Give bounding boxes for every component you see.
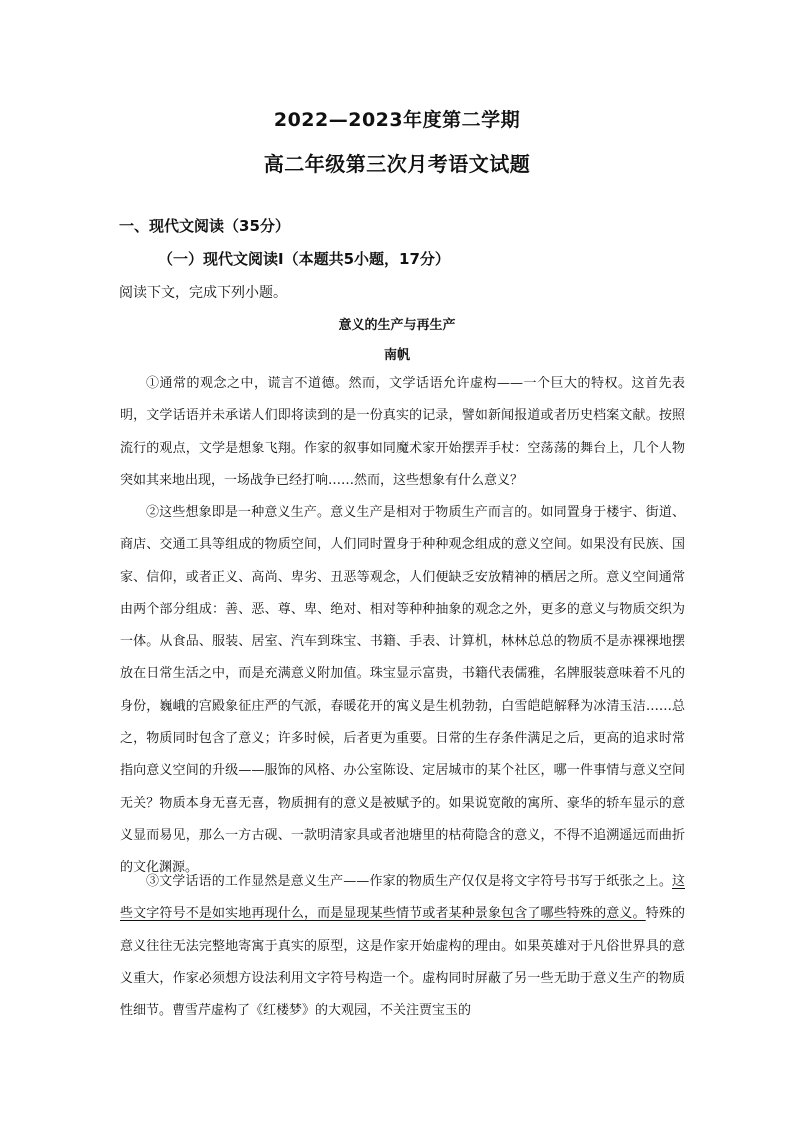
paragraph-text-start: ③文学话语的工作显然是意义生产——作家的物质生产仅仅是将文字符号书写于纸张之上。 bbox=[146, 874, 672, 889]
paragraph-text: ②这些想象即是一种意义生产。意义生产是相对于物质生产而言的。如同置身于楼宇、街道、商店、交通工具等组成的物质空间，人们同时置身于种种观念组成的意义空间。如果没有民族、国家、信仰，或者正义、高尚、卑劣、丑恶等观念，人们便缺乏安放精神的栖居之所。意义空间通常由两个部分组成：善、恶、尊、卑、绝对、相对等种种抽象的观念之外，更多的意义与物质交织为一体。从食品、服装、居室、汽车到珠宝、书籍、手表、计算机，林林总总的物质不是赤裸裸地摆放在日常生活之中，而是充满意义附加值。珠宝显示富贵，书籍代表儒雅，名牌服装意味着不凡的身份，巍峨的宫殿象征庄严的气派，春暖花开的寓义是生机勃勃，白雪皑皑解释为冰清玉洁……总之，物质同时包含了意义；许多时候，后者更为重要。日常的生存条件满足之后，更高的追求时常指向意义空间的升级——服饰的风格、办公室陈设、定居城市的某个社区，哪一件事情与意义空间无关？物质本身无喜无喜，物质拥有的意义是被赋予的。如果说宽敞的寓所、豪华的轿车显示的意义显而易见，那么一方古砚、一款明清家具或者池塘里的枯荷隐含的意义，不得不追溯遥远而曲折的文化渊源。 bbox=[120, 505, 685, 876]
section-heading: 一、现代文阅读（35分） bbox=[119, 217, 290, 235]
exam-paper-title: 高二年级第三次月考语文试题 bbox=[263, 152, 531, 176]
paragraph-text: ①通常的观念之中，谎言不道德。然而，文学话语允许虚构——一个巨大的特权。这首先表明，文学话语并未承诺人们即将读到的是一份真实的记录，譬如新闻报道或者历史档案文献。按照流行的观点，文学是想象飞翔。作家的叙事如同魔术家开始摆弄手杖：空荡荡的舞台上，几个人物突如其来地出现，一场战争已经打响……然而，这些想象有什么意义？ bbox=[120, 376, 685, 488]
article-author: 南帆 bbox=[383, 348, 410, 363]
article-paragraph-1 bbox=[120, 368, 685, 497]
article-paragraph-3 bbox=[120, 866, 685, 1027]
article-paragraph-2 bbox=[120, 497, 685, 885]
reading-instruction: 阅读下文，完成下列小题。 bbox=[119, 285, 287, 301]
article-title: 意义的生产与再生产 bbox=[338, 318, 456, 333]
paragraph-text-rest: 特殊的意义往往无法完整地寄寓于真实的原型，这是作家开始虚构的理由。如果英雄对于凡俗世界具的意义重大，作家必须想方设法利用文字符号构造一个。虚构同时屏蔽了另一些无助于意义生产的物质性细节。曹雪芹虚构了《红楼梦》的大观园，不关注贾宝玉的 bbox=[120, 906, 685, 1019]
subsection-heading: （一）现代文阅读Ⅰ（本题共5小题，17分） bbox=[158, 250, 450, 268]
underlined-sentence: 这些文字符号不是如实地再现什么，而是显现某些情节或者某种景象包含了哪些特殊的意义。 bbox=[120, 874, 685, 922]
exam-term-title: 2022—2023年度第二学期 bbox=[273, 109, 521, 131]
paragraph-text bbox=[120, 866, 685, 1027]
